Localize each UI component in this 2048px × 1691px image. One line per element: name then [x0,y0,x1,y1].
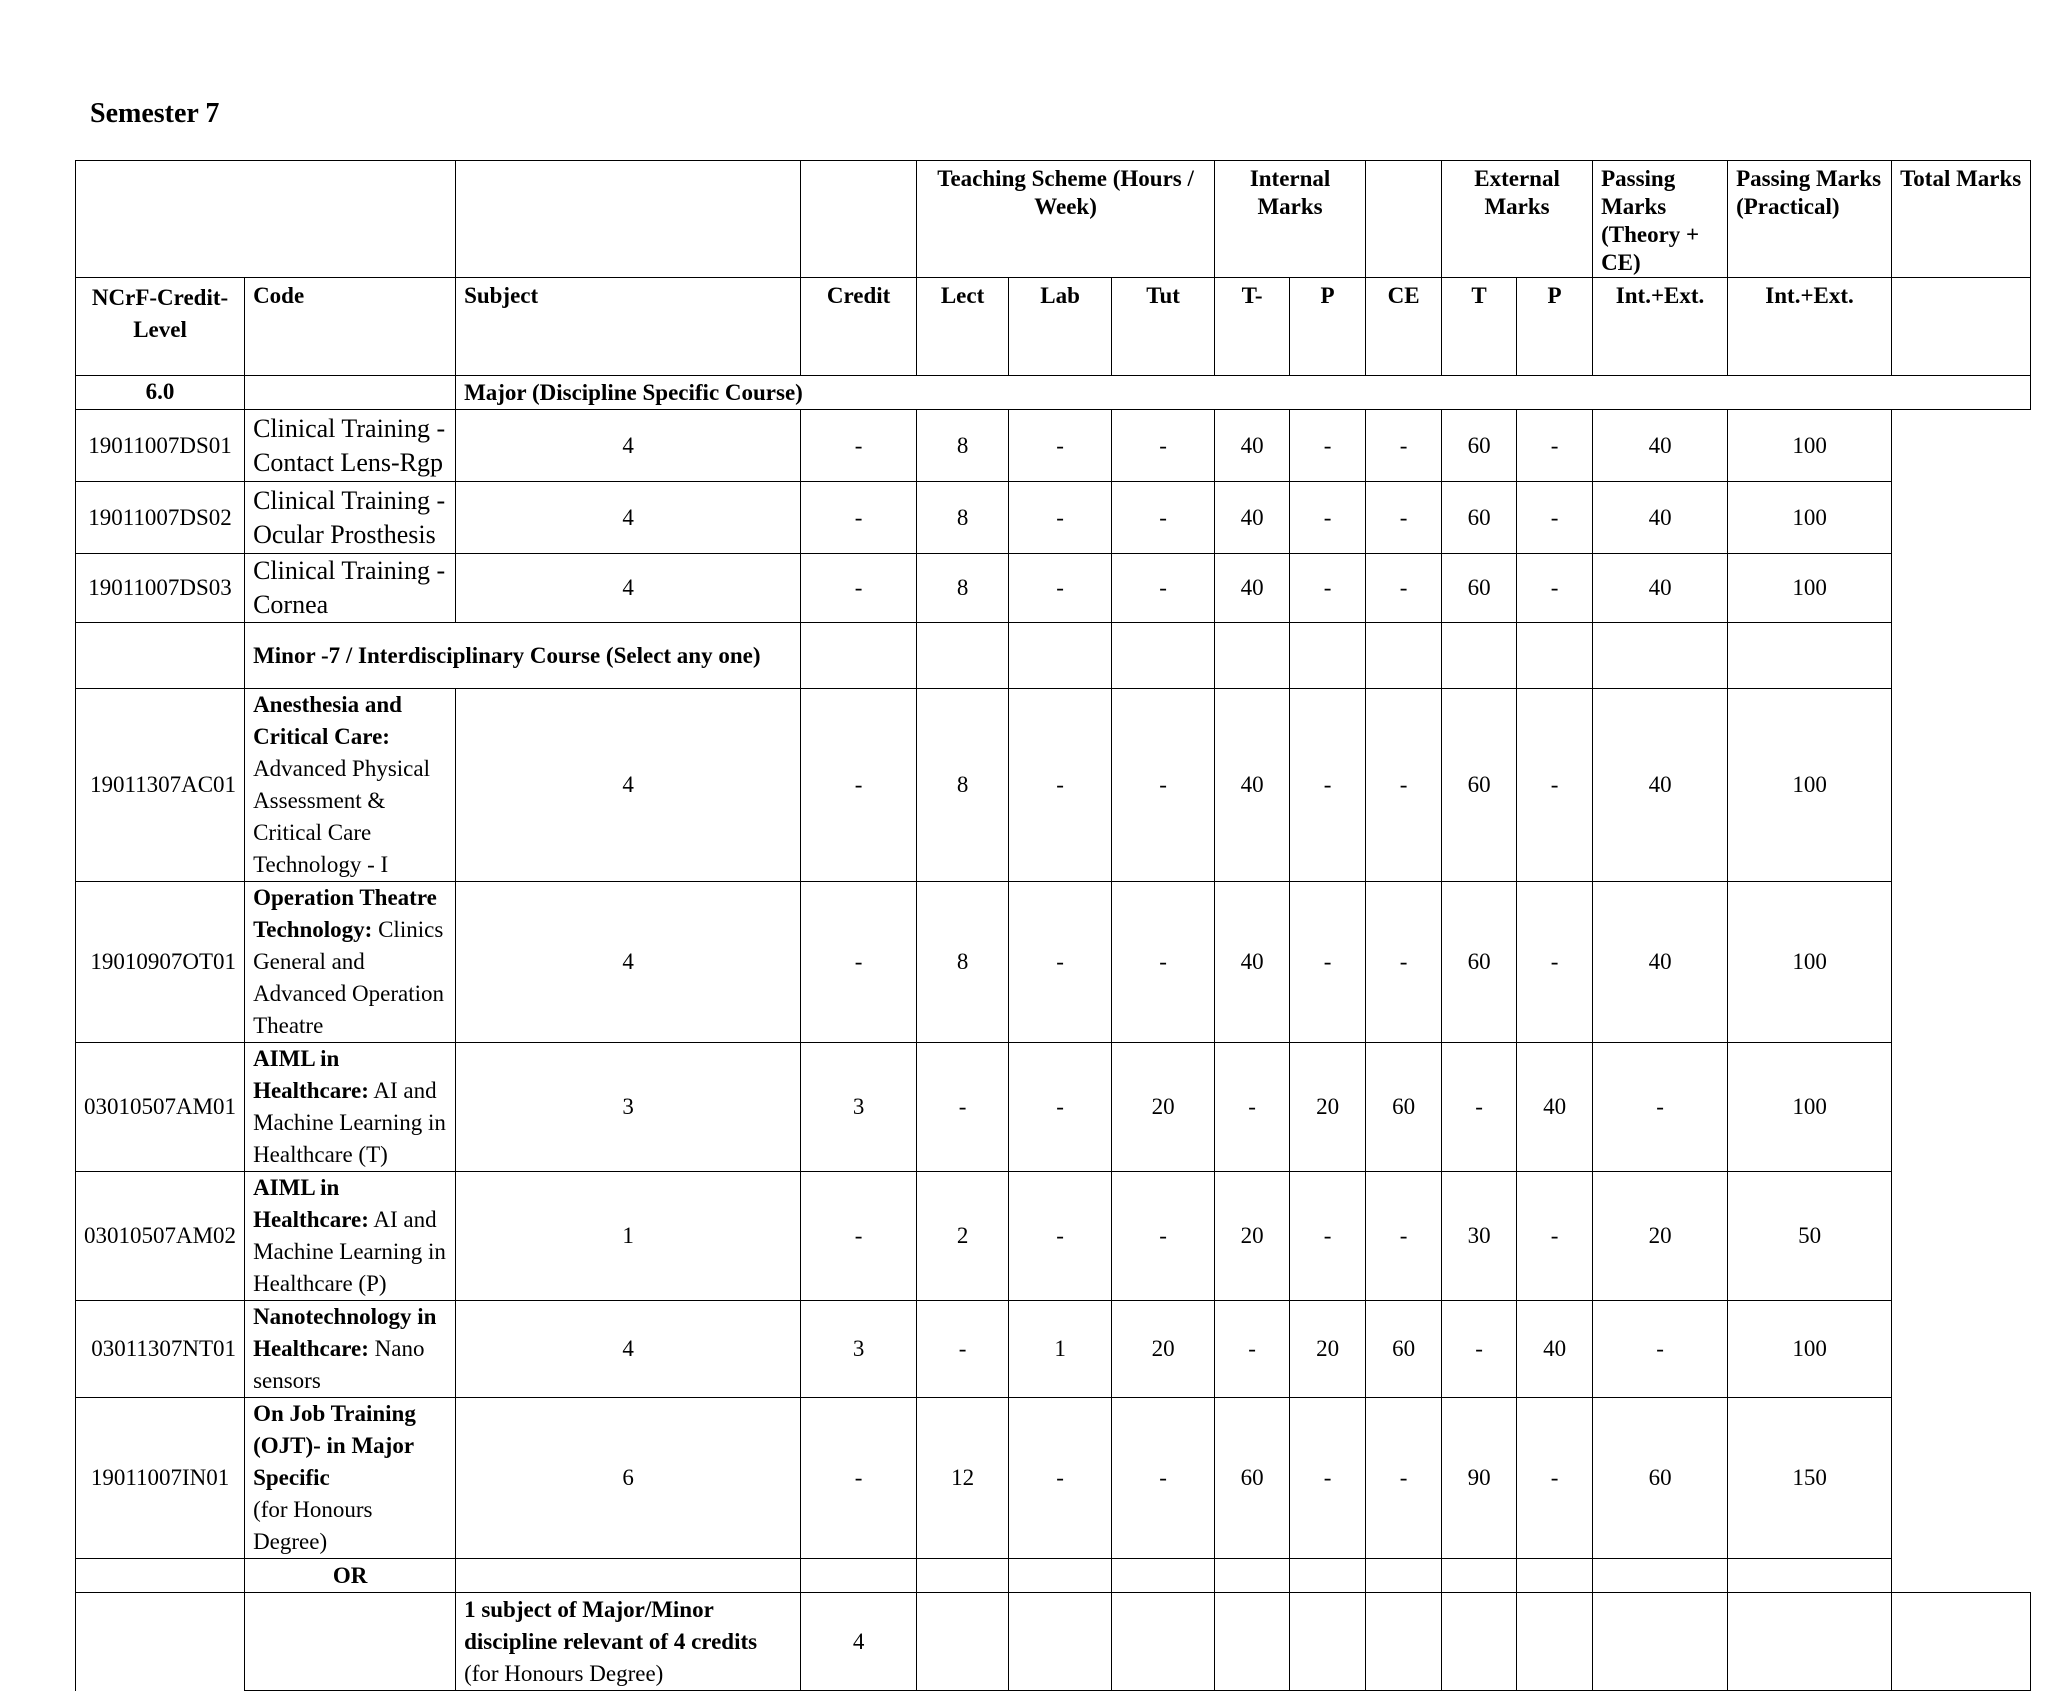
credit-cell: 4 [456,482,801,554]
subject-name: Advanced Physical Assessment & Critical Care Technology - I [253,756,430,877]
honours-alt-title: 1 subject of Major/Minor discipline relevant of 4 credits [464,1596,758,1654]
blank-cell [1517,1593,1593,1691]
external-p-cell: 60 [1442,482,1517,554]
total-cell: 100 [1728,882,1892,1043]
subject-note: (for Honours Degree) [253,1497,373,1554]
teaching-scheme-header: Teaching Scheme (Hours / Week) [917,161,1215,278]
course-table [75,160,2031,1691]
ce-cell: - [1290,1398,1366,1559]
external-t-cell: - [1366,410,1442,482]
passing-practical-subheader: Int.+Ext. [1728,278,1892,376]
blank-cell [1728,623,1892,689]
internal-t-cell: - [1112,1398,1215,1559]
tut-cell: - [1009,482,1112,554]
blank-cell [1215,1593,1290,1691]
external-p-header: P [1517,278,1593,376]
section-row [76,623,2031,689]
blank-cell [456,1559,801,1593]
passing-theory-cell: 40 [1517,1043,1593,1172]
honours-alternative-row [76,1593,2031,1691]
header-blank [76,161,456,278]
course-subject [245,882,456,1043]
internal-p-cell: - [1215,1043,1290,1172]
total-cell: 100 [1728,482,1892,554]
external-t-cell: - [1366,482,1442,554]
total-marks-header: Total Marks [1892,161,2031,278]
course-subject [245,482,456,554]
course-code: 19010907OT01 [76,882,245,1043]
passing-theory-cell: - [1517,1172,1593,1301]
subject-prefix: Nanotechnology in Healthcare: [253,1304,437,1361]
course-code: 03010507AM02 [76,1172,245,1301]
passing-practical-header: Passing Marks (Practical) [1728,161,1892,278]
course-code: 19011007IN01 [76,1398,245,1559]
blank-cell [801,623,917,689]
blank-cell [1517,623,1593,689]
course-subject [245,1172,456,1301]
lab-cell: 8 [917,482,1009,554]
course-row [76,1172,2031,1301]
internal-t-header: T- [1215,278,1290,376]
internal-t-cell: - [1112,482,1215,554]
honours-alt-subject [456,1593,801,1691]
course-subject [245,689,456,882]
blank-cell [1112,1593,1215,1691]
ce-cell: - [1290,554,1366,623]
total-cell: 100 [1728,689,1892,882]
passing-theory-cell: 40 [1517,1301,1593,1398]
internal-p-header: P [1290,278,1366,376]
passing-practical-cell: 40 [1593,482,1728,554]
internal-p-cell: 40 [1215,554,1290,623]
blank-cell [1290,1559,1366,1593]
honours-alt-credit: 4 [801,1593,917,1691]
subject-prefix: Anesthesia and Critical Care: [253,692,402,749]
passing-theory-header: Passing Marks (Theory + CE) [1593,161,1728,278]
internal-t-cell: 20 [1112,1043,1215,1172]
blank-cell [1366,623,1442,689]
blank-cell [1215,1559,1290,1593]
blank-cell [1290,1593,1366,1691]
course-code: 03011307NT01 [76,1301,245,1398]
passing-practical-cell: 40 [1593,689,1728,882]
credit-cell: 4 [456,410,801,482]
internal-marks-header: Internal Marks [1215,161,1366,278]
passing-practical-cell: - [1593,1043,1728,1172]
page-title: Semester 7 [90,98,220,129]
credit-cell: 4 [456,1301,801,1398]
total-cell: 100 [1728,1043,1892,1172]
passing-theory-cell: - [1517,1398,1593,1559]
internal-t-cell: - [1112,882,1215,1043]
course-code: 19011307AC01 [76,689,245,882]
course-row [76,1398,2031,1559]
blank-cell [1009,623,1112,689]
external-p-cell: 90 [1442,1398,1517,1559]
blank-cell [1442,1593,1517,1691]
subject-prefix: AIML in Healthcare: [253,1046,369,1103]
passing-theory-cell: - [1517,482,1593,554]
total-cell: 100 [1728,1301,1892,1398]
ce-header: CE [1366,278,1442,376]
lect-cell: - [801,1398,917,1559]
blank-cell [1517,1559,1593,1593]
lect-cell: - [801,410,917,482]
subject-name: Clinical Training - Contact Lens-Rgp [253,413,446,477]
group-header-row [76,161,2031,278]
lab-cell: 12 [917,1398,1009,1559]
blank-cell [1366,1593,1442,1691]
internal-p-cell: 40 [1215,882,1290,1043]
internal-p-cell: 40 [1215,689,1290,882]
external-p-cell: 60 [1442,410,1517,482]
course-row [76,482,2031,554]
external-t-cell: - [1366,1172,1442,1301]
passing-practical-cell: 60 [1593,1398,1728,1559]
blank-cell [1112,1559,1215,1593]
ce-cell: - [1290,410,1366,482]
internal-t-cell: 20 [1112,1301,1215,1398]
credit-cell: 1 [456,1172,801,1301]
credit-cell: 3 [456,1043,801,1172]
tut-cell: - [1009,410,1112,482]
subject-prefix: AIML in Healthcare: [253,1175,369,1232]
external-p-cell: 30 [1442,1172,1517,1301]
blank-cell [1112,623,1215,689]
internal-t-cell: - [1112,410,1215,482]
lab-cell: - [917,1043,1009,1172]
lab-cell: 8 [917,689,1009,882]
credit-cell: 4 [456,554,801,623]
blank-cell [76,1593,245,1691]
tut-cell: - [1009,1043,1112,1172]
blank-cell [1215,623,1290,689]
course-subject [245,410,456,482]
lab-cell: 2 [917,1172,1009,1301]
total-cell: 150 [1728,1398,1892,1559]
external-p-cell: - [1442,1301,1517,1398]
blank-cell [917,1593,1009,1691]
blank-cell [1728,1593,1892,1691]
subject-name: AI and Machine Learning in Healthcare (T) [253,1078,446,1167]
course-code: 19011007DS02 [76,482,245,554]
ce-cell: 20 [1290,1043,1366,1172]
major-courses [76,410,2031,623]
credit-cell: 6 [456,1398,801,1559]
blank-cell [1442,1559,1517,1593]
external-t-cell: - [1366,1398,1442,1559]
blank-cell [917,1559,1009,1593]
course-row [76,1043,2031,1172]
passing-practical-cell: - [1593,1301,1728,1398]
course-row [76,410,2031,482]
course-subject [245,554,456,623]
course-code: 19011007DS01 [76,410,245,482]
external-p-cell: 60 [1442,554,1517,623]
tut-cell: - [1009,554,1112,623]
blank-cell [76,623,245,689]
subject-name: Clinical Training - Cornea [253,556,446,619]
blank-cell [245,376,456,410]
ce-cell: 20 [1290,1301,1366,1398]
lab-cell: - [917,1301,1009,1398]
course-subject [245,1043,456,1172]
blank-cell [245,1593,456,1691]
lab-header: Lab [1009,278,1112,376]
or-label: OR [245,1559,456,1593]
level-header: NCrF-Credit-Level [76,278,245,376]
blank-cell [1593,1559,1728,1593]
internal-p-cell: 20 [1215,1172,1290,1301]
blank-cell [1290,623,1366,689]
blank-cell [801,1559,917,1593]
or-row [76,1559,2031,1593]
lect-cell: - [801,882,917,1043]
credit-cell: 4 [456,689,801,882]
code-header: Code [245,278,456,376]
course-code: 19011007DS03 [76,554,245,623]
lect-cell: - [801,689,917,882]
ce-cell: - [1290,882,1366,1043]
blank-cell [1009,1559,1112,1593]
subject-name: Clinics General and Advanced Operation Theatre [253,917,445,1038]
course-subject [245,1398,456,1559]
internal-p-cell: 40 [1215,482,1290,554]
passing-theory-cell: - [1517,689,1593,882]
lab-cell: 8 [917,410,1009,482]
external-t-cell: 60 [1366,1301,1442,1398]
passing-practical-cell: 40 [1593,410,1728,482]
header-blank [1366,161,1442,278]
section-minor: Minor -7 / Interdisciplinary Course (Select any one) [245,623,801,689]
section-major: Major (Discipline Specific Course) [456,376,2031,410]
external-t-header: T [1442,278,1517,376]
header-blank [1892,278,2031,376]
header-blank [456,161,801,278]
subject-name: Clinical Training - Ocular Prosthesis [253,485,446,549]
credit-cell: 4 [456,882,801,1043]
internal-p-cell: - [1215,1301,1290,1398]
tut-cell: - [1009,1172,1112,1301]
course-row [76,689,2031,882]
honours-alt-note: (for Honours Degree) [464,1660,664,1686]
passing-theory-cell: - [1517,554,1593,623]
total-cell: 50 [1728,1172,1892,1301]
ce-cell: - [1290,1172,1366,1301]
tut-cell: - [1009,882,1112,1043]
blank-cell [1009,1593,1112,1691]
external-p-cell: 60 [1442,882,1517,1043]
subject-header: Subject [456,278,801,376]
minor-courses [76,689,2031,1559]
external-t-cell: - [1366,554,1442,623]
lab-cell: 8 [917,882,1009,1043]
tut-cell: - [1009,689,1112,882]
passing-practical-cell: 40 [1593,882,1728,1043]
lect-header: Lect [917,278,1009,376]
ce-cell: - [1290,689,1366,882]
tut-cell: 1 [1009,1301,1112,1398]
blank-cell [1728,1559,1892,1593]
blank-cell [1366,1559,1442,1593]
tut-header: Tut [1112,278,1215,376]
subject-name: AI and Machine Learning in Healthcare (P) [253,1207,446,1296]
blank-cell [1593,1593,1728,1691]
external-t-cell: - [1366,689,1442,882]
passing-practical-cell: 40 [1593,554,1728,623]
blank-cell [1593,623,1728,689]
subject-name: Nano sensors [253,1336,425,1393]
lect-cell: 3 [801,1301,917,1398]
external-p-cell: 60 [1442,689,1517,882]
external-t-cell: - [1366,882,1442,1043]
section-row [76,376,2031,410]
column-header-row [76,278,2031,376]
course-row [76,554,2031,623]
lect-cell: - [801,482,917,554]
course-code: 03010507AM01 [76,1043,245,1172]
course-row [76,1301,2031,1398]
passing-practical-cell: 20 [1593,1172,1728,1301]
blank-cell [1442,623,1517,689]
blank-cell [76,1559,245,1593]
total-cell: 100 [1728,554,1892,623]
subject-prefix: Operation Theatre Technology: [253,885,437,942]
course-subject [245,1301,456,1398]
lect-cell: - [801,554,917,623]
credit-level-cell: 6.0 [76,376,245,410]
passing-theory-cell: - [1517,882,1593,1043]
internal-t-cell: - [1112,689,1215,882]
external-p-cell: - [1442,1043,1517,1172]
internal-p-cell: 60 [1215,1398,1290,1559]
blank-cell [1892,1593,2031,1691]
course-row [76,882,2031,1043]
ce-cell: - [1290,482,1366,554]
passing-theory-cell: - [1517,410,1593,482]
header-blank [801,161,917,278]
tut-cell: - [1009,1398,1112,1559]
lect-cell: 3 [801,1043,917,1172]
internal-t-cell: - [1112,1172,1215,1301]
subject-prefix: On Job Training (OJT)- in Major Specific [253,1401,416,1490]
credit-header: Credit [801,278,917,376]
passing-theory-subheader: Int.+Ext. [1593,278,1728,376]
lab-cell: 8 [917,554,1009,623]
lect-cell: - [801,1172,917,1301]
internal-p-cell: 40 [1215,410,1290,482]
external-t-cell: 60 [1366,1043,1442,1172]
total-cell: 100 [1728,410,1892,482]
external-marks-header: External Marks [1442,161,1593,278]
internal-t-cell: - [1112,554,1215,623]
blank-cell [917,623,1009,689]
